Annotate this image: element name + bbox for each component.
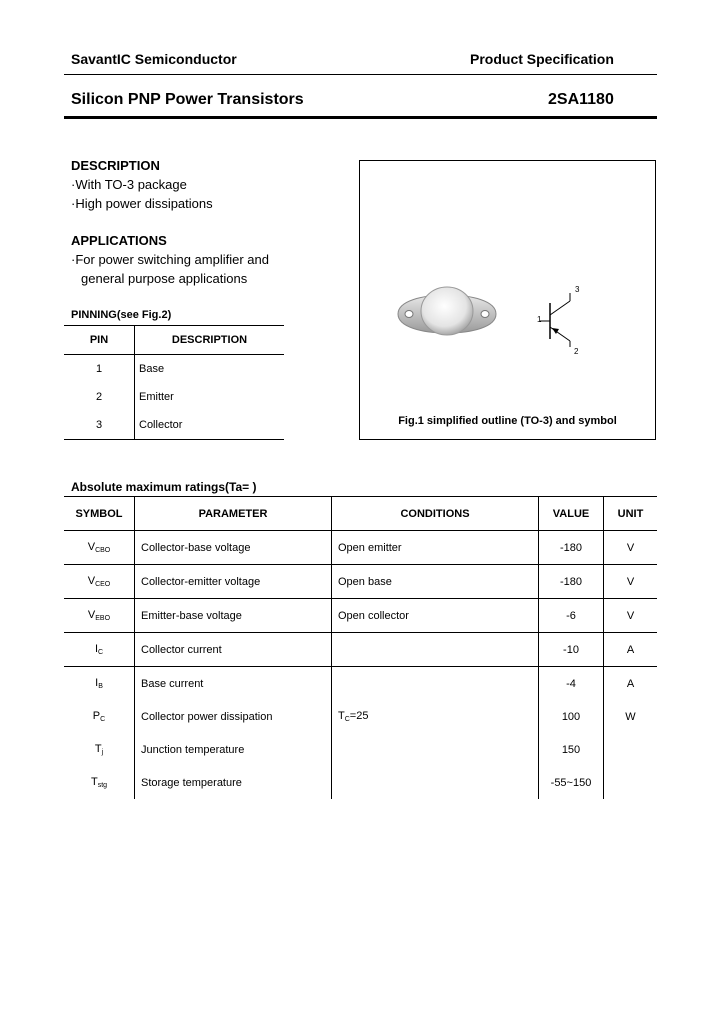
table-row	[64, 565, 657, 599]
parameter-column-header: PARAMETER	[135, 497, 332, 531]
conditions-cell	[332, 766, 539, 799]
value-cell: -6	[539, 599, 604, 633]
unit-cell: V	[604, 531, 658, 565]
parameter-cell: Collector power dissipation	[135, 700, 332, 733]
emitter-pin-label: 2	[574, 347, 579, 356]
ratings-table	[64, 496, 657, 799]
header-rule	[64, 74, 657, 75]
base-pin-label: 1	[537, 315, 542, 324]
symbol-cell: $I_B$	[64, 667, 135, 701]
conditions-cell: Open collector	[332, 599, 539, 633]
conditions-cell: $T_C=25$	[332, 700, 539, 733]
parameter-cell: Storage temperature	[135, 766, 332, 799]
parameter-cell: Emitter-base voltage	[135, 599, 332, 633]
company-name: SavantIC Semiconductor	[71, 51, 237, 67]
description-heading: DESCRIPTION	[71, 158, 160, 173]
symbol-cell: $I_C$	[64, 633, 135, 667]
applications-line: general purpose applications	[81, 271, 248, 286]
conditions-cell: Open base	[332, 565, 539, 599]
symbol-column-header: SYMBOL	[64, 497, 135, 531]
ratings-title: Absolute maximum ratings(Ta= )	[71, 480, 257, 494]
unit-cell	[604, 733, 658, 766]
pin-description: Collector	[135, 411, 285, 440]
applications-line: ·For power switching amplifier and	[71, 252, 269, 267]
symbol-cell: $P_C$	[64, 700, 135, 733]
table-row	[64, 411, 284, 440]
symbol-cell: $V_{CEO}$	[64, 565, 135, 599]
conditions-cell: Open emitter	[332, 531, 539, 565]
table-row	[64, 383, 284, 411]
conditions-cell	[332, 733, 539, 766]
pin-column-header: PIN	[64, 326, 135, 355]
parameter-cell: Collector current	[135, 633, 332, 667]
unit-cell: V	[604, 599, 658, 633]
description-item: ·With TO-3 package	[71, 177, 187, 192]
unit-cell: A	[604, 633, 658, 667]
unit-cell	[604, 766, 658, 799]
unit-cell: A	[626, 677, 635, 690]
pinning-table	[64, 325, 284, 440]
conditions-cell	[332, 633, 539, 667]
description-item: ·High power dissipations	[71, 196, 213, 211]
symbol-cell: $V_{CBO}$	[64, 531, 135, 565]
table-row	[64, 355, 284, 384]
value-cell: -180	[539, 531, 604, 565]
value-cell: -180	[539, 565, 604, 599]
pin-number: 1	[64, 355, 135, 384]
table-row	[64, 531, 657, 565]
pin-description: Base	[139, 363, 165, 375]
doc-type: Product Specification	[470, 51, 614, 67]
symbol-cell: $V_{EBO}$	[64, 599, 135, 633]
value-cell: -55~150	[539, 766, 604, 799]
part-number: 2SA1180	[548, 91, 614, 108]
conditions-cell	[332, 667, 539, 701]
collector-pin-label: 3	[575, 285, 580, 294]
symbol-cell: $T_j$	[64, 733, 135, 766]
pin-number: 3	[64, 411, 135, 440]
pin-description: Emitter	[139, 391, 174, 403]
parameter-cell: Junction temperature	[135, 733, 332, 766]
table-row	[64, 766, 657, 799]
parameter-cell: Base current	[135, 667, 332, 701]
pinning-heading: PINNING(see Fig.2)	[71, 309, 172, 321]
value-cell: 100	[539, 700, 604, 733]
table-row	[64, 733, 657, 766]
table-row	[64, 633, 657, 667]
product-line: Silicon PNP Power Transistors	[71, 91, 304, 108]
table-row	[64, 667, 657, 701]
description-column-header: DESCRIPTION	[135, 326, 285, 355]
parameter-cell: Collector-base voltage	[135, 531, 332, 565]
symbol-cell: $T_{stg}$	[64, 766, 135, 799]
unit-cell: W	[625, 710, 636, 723]
value-cell: -4	[539, 667, 604, 701]
table-row	[64, 700, 657, 733]
unit-column-header: UNIT	[604, 497, 658, 531]
title-rule	[64, 116, 657, 119]
conditions-column-header: CONDITIONS	[332, 497, 539, 531]
value-cell: -10	[539, 633, 604, 667]
to3-package-image	[392, 281, 502, 351]
figure-box	[359, 160, 656, 440]
table-row	[64, 599, 657, 633]
figure-caption: Fig.1 simplified outline (TO-3) and symbol	[398, 415, 617, 427]
unit-cell: V	[604, 565, 658, 599]
applications-heading: APPLICATIONS	[71, 233, 167, 248]
pin-number: 2	[64, 383, 135, 411]
parameter-cell: Collector-emitter voltage	[135, 565, 332, 599]
value-column-header: VALUE	[539, 497, 604, 531]
value-cell: 150	[539, 733, 604, 766]
